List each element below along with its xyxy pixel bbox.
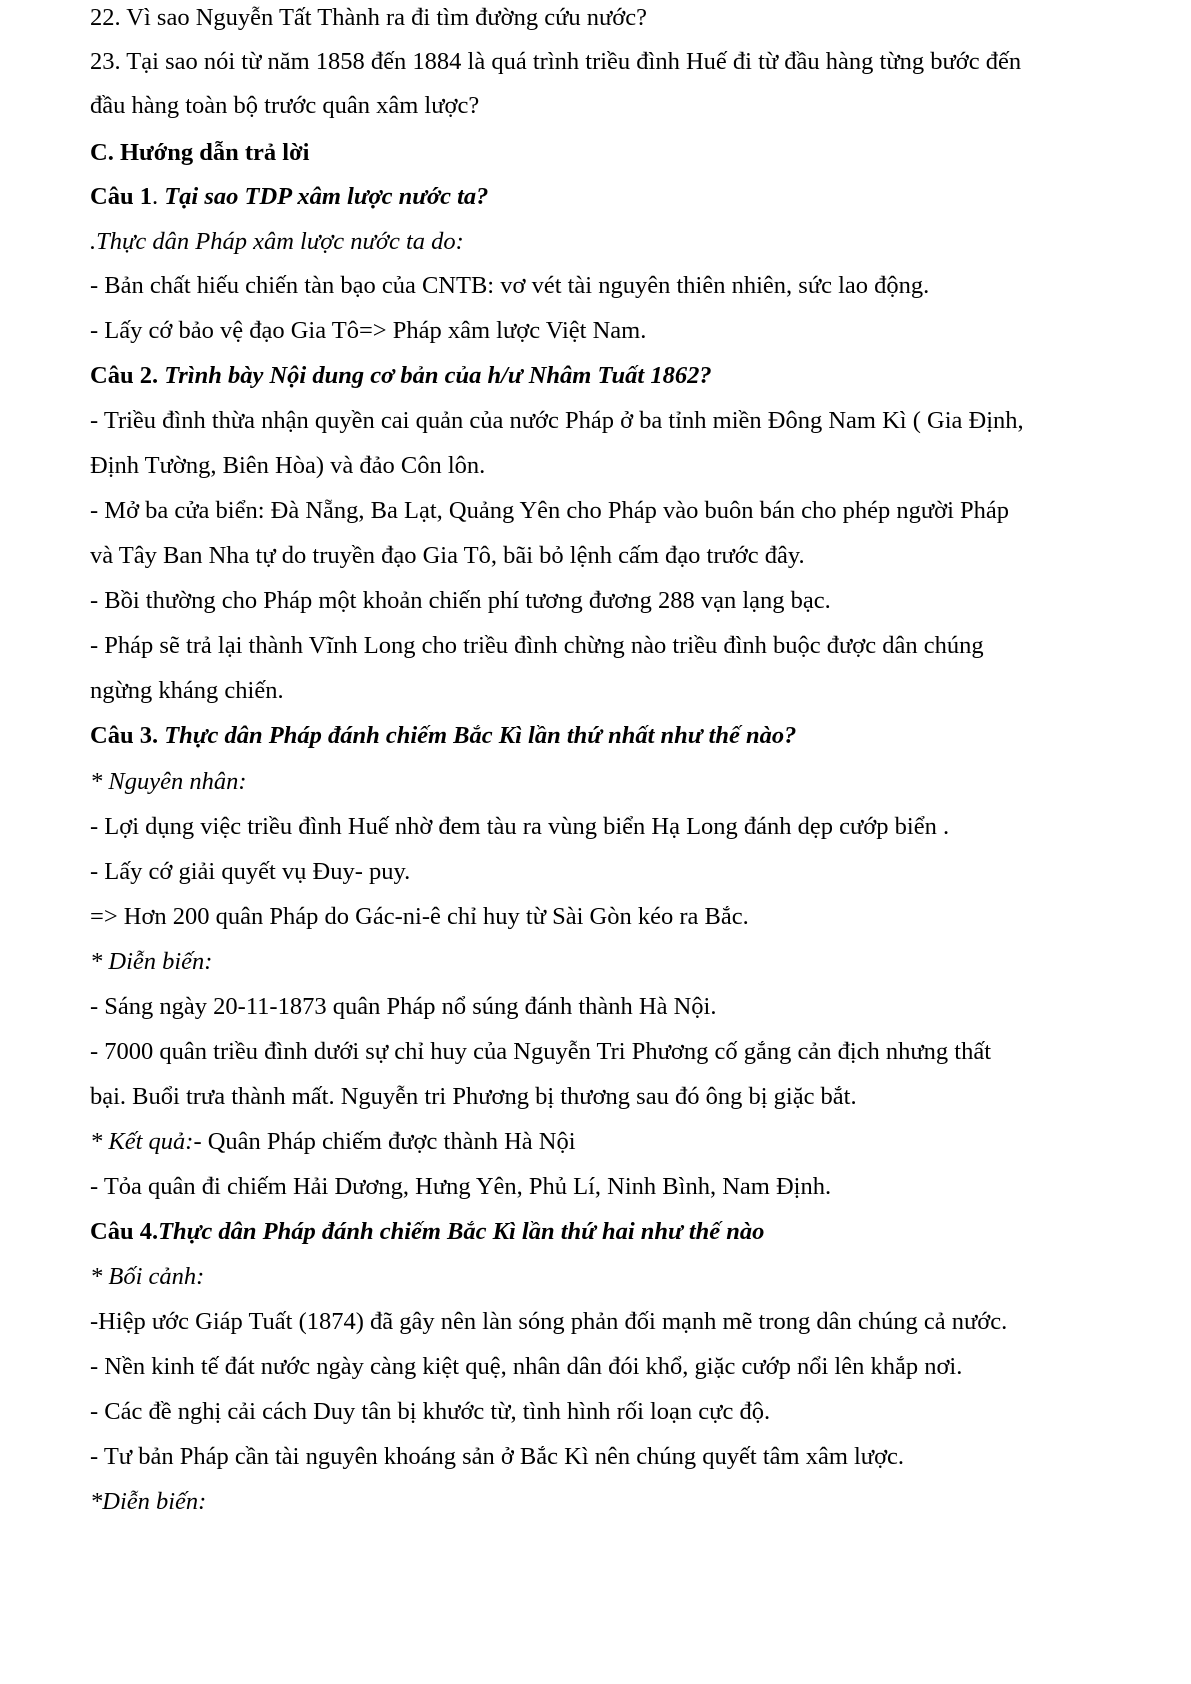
cau-2-line-6: - Pháp sẽ trả lại thành Vĩnh Long cho triều đình chừng nào triều đình buộc được dân chúng [90, 632, 984, 659]
cau-4-heading [90, 1217, 764, 1247]
cau-1-label: Câu 1 [90, 183, 152, 210]
cau-4-boi-canh-3: - Các đề nghị cải cách Duy tân bị khước từ, tình hình rối loạn cực độ. [90, 1398, 771, 1425]
question-23-line-1: 23. Tại sao nói từ năm 1858 đến 1884 là quá trình triều đình Huế đi từ đầu hàng từng bước đến [90, 48, 1022, 75]
cau-4-boi-canh-2: - Nền kinh tế đát nước ngày càng kiệt quệ, nhân dân đói khổ, giặc cướp nổi lên khắp nơi. [90, 1353, 963, 1380]
cau-1-question: Tại sao TDP xâm lược nước ta? [164, 183, 489, 210]
cau-4-boi-canh-title: * Bối cảnh: [90, 1263, 205, 1290]
cau-3-nguyen-nhan-2: - Lấy cớ giải quyết vụ Đuy- puy. [90, 858, 411, 885]
cau-1-separator: . [151, 183, 165, 210]
cau-3-ket-qua-more: - Tỏa quân đi chiếm Hải Dương, Hưng Yên, Phủ Lí, Ninh Bình, Nam Định. [90, 1173, 832, 1200]
cau-2-line-3: - Mở ba cửa biển: Đà Nẵng, Ba Lạt, Quảng Yên cho Pháp vào buôn bán cho phép người Pháp [90, 497, 1010, 524]
cau-4-label: Câu 4. [90, 1218, 159, 1245]
cau-2-line-5: - Bồi thường cho Pháp một khoản chiến phí tương đương 288 vạn lạng bạc. [90, 587, 831, 614]
cau-3-heading [90, 721, 796, 751]
cau-3-ket-qua-label: * Kết quả: [90, 1128, 194, 1155]
cau-4-boi-canh-1: -Hiệp ước Giáp Tuất (1874) đã gây nên làn sóng phản đối mạnh mẽ trong dân chúng cả nước. [90, 1308, 1008, 1335]
cau-2-question: Trình bày Nội dung cơ bản của h/ư Nhâm Tuất 1862? [164, 362, 712, 389]
cau-3-dien-bien-2: - 7000 quân triều đình dưới sự chỉ huy của Nguyễn Tri Phương cố gắng cản địch nhưng thất [90, 1038, 992, 1065]
cau-1-heading [90, 182, 488, 212]
question-22: 22. Vì sao Nguyễn Tất Thành ra đi tìm đường cứu nước? [90, 4, 648, 31]
cau-1-point-2: - Lấy cớ bảo vệ đạo Gia Tô=> Pháp xâm lược Việt Nam. [90, 317, 647, 344]
cau-3-ket-qua [90, 1127, 576, 1157]
cau-3-dien-bien-title: * Diễn biến: [90, 948, 213, 975]
cau-2-line-1: - Triều đình thừa nhận quyền cai quản của nước Pháp ở ba tỉnh miền Đông Nam Kì ( Gia Định, [90, 407, 1024, 434]
cau-3-dien-bien-3: bại. Buổi trưa thành mất. Nguyễn tri Phương bị thương sau đó ông bị giặc bắt. [90, 1083, 857, 1110]
cau-1-intro: .Thực dân Pháp xâm lược nước ta do: [90, 228, 464, 255]
cau-2-label: Câu 2. [90, 362, 159, 389]
cau-2-line-4: và Tây Ban Nha tự do truyền đạo Gia Tô, bãi bỏ lệnh cấm đạo trước đây. [90, 542, 805, 569]
cau-3-nguyen-nhan-1: - Lợi dụng việc triều đình Huế nhờ đem tàu ra vùng biển Hạ Long đánh dẹp cướp biển . [90, 813, 950, 840]
cau-3-nguyen-nhan-title: * Nguyên nhân: [90, 768, 247, 795]
cau-3-ket-qua-text: - Quân Pháp chiếm được thành Hà Nội [193, 1128, 576, 1155]
question-23-line-2: đầu hàng toàn bộ trước quân xâm lược? [90, 92, 480, 119]
cau-4-question: Thực dân Pháp đánh chiếm Bắc Kì lần thứ hai như thế nào [158, 1218, 765, 1245]
cau-2-line-7: ngừng kháng chiến. [90, 677, 284, 704]
cau-1-point-1: - Bản chất hiếu chiến tàn bạo của CNTB: vơ vét tài nguyên thiên nhiên, sức lao động. [90, 272, 930, 299]
cau-4-dien-bien-title: *Diễn biến: [90, 1488, 207, 1515]
cau-3-label: Câu 3. [90, 722, 159, 749]
cau-3-nguyen-nhan-3: => Hơn 200 quân Pháp do Gác-ni-ê chỉ huy từ Sài Gòn kéo ra Bắc. [90, 903, 749, 930]
cau-2-line-2: Định Tường, Biên Hòa) và đảo Côn lôn. [90, 452, 486, 479]
cau-3-question: Thực dân Pháp đánh chiếm Bắc Kì lần thứ nhất như thế nào? [164, 722, 797, 749]
section-c-title: C. Hướng dẫn trả lời [90, 139, 310, 166]
cau-3-dien-bien-1: - Sáng ngày 20-11-1873 quân Pháp nổ súng đánh thành Hà Nội. [90, 993, 717, 1020]
cau-4-boi-canh-4: - Tư bản Pháp cần tài nguyên khoáng sản ở Bắc Kì nên chúng quyết tâm xâm lược. [90, 1443, 905, 1470]
cau-2-heading [90, 361, 712, 391]
